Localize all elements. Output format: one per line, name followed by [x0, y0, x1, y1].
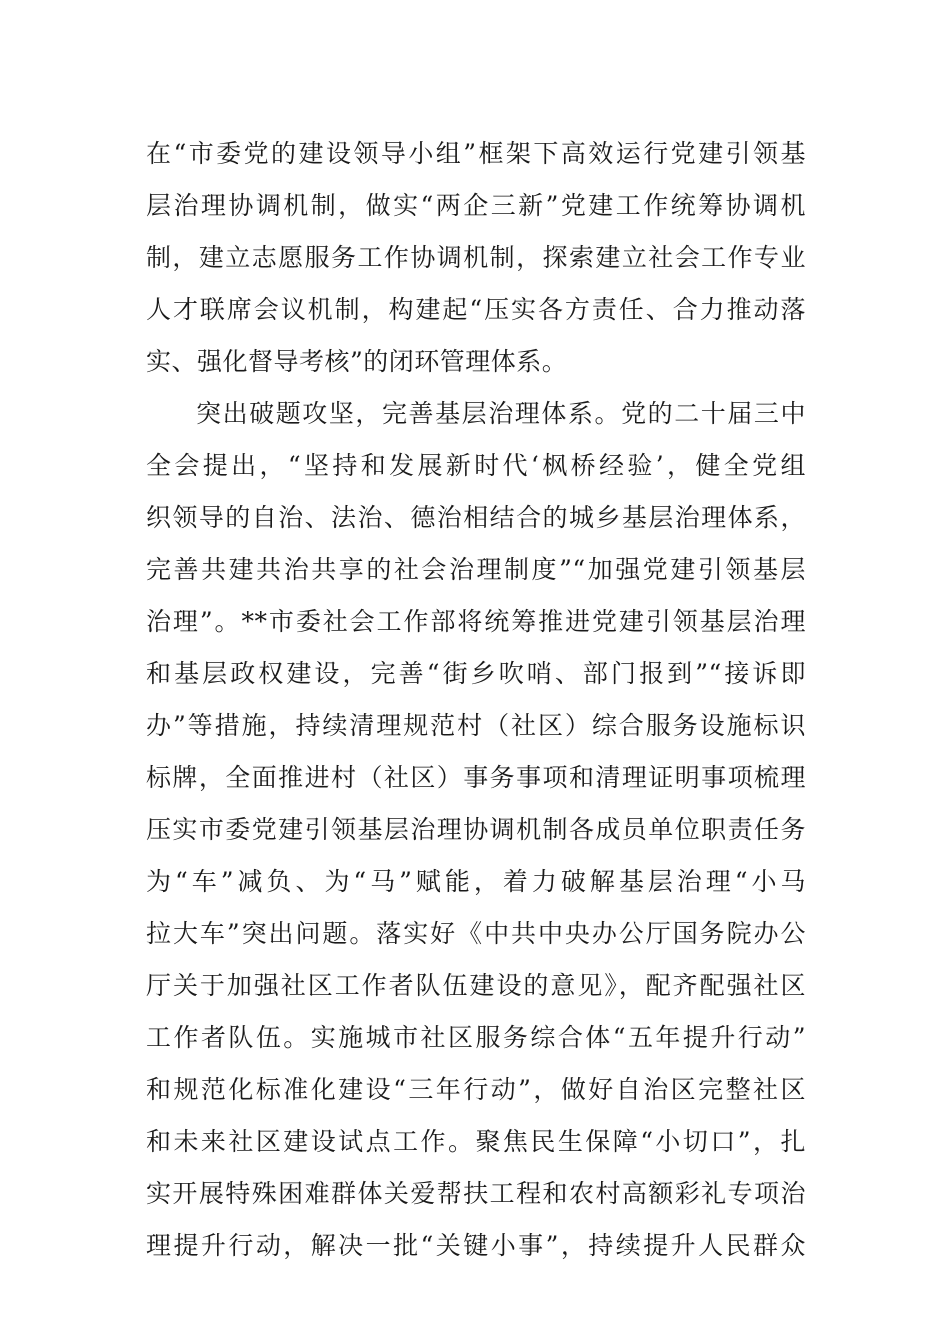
paragraph-2-line-16: 实开展特殊困难群体关爱帮扶工程和农村高额彩礼专项治 — [146, 1179, 806, 1208]
paragraph-2-line-17: 理提升行动，解决一批“关键小事”，持续提升人民群众 — [146, 1231, 806, 1260]
paragraph-2-line-14: 和规范化标准化建设“三年行动”，做好自治区完整社区 — [146, 1075, 806, 1104]
paragraph-2-line-1: 突出破题攻坚，完善基层治理体系。党的二十届三中 — [196, 399, 806, 428]
paragraph-2-line-11: 拉大车”突出问题。落实好《中共中央办公厅国务院办公 — [146, 919, 806, 948]
paragraph-2-line-10: 为“车”减负、为“马”赋能，着力破解基层治理“小马 — [146, 867, 806, 896]
document-body — [146, 128, 806, 1272]
paragraph-2-line-15: 和未来社区建设试点工作。聚焦民生保障“小切口”，扎 — [146, 1127, 806, 1156]
paragraph-2-line-12: 厅关于加强社区工作者队伍建设的意见》，配齐配强社区 — [146, 971, 806, 1000]
paragraph-1-line-1: 在“市委党的建设领导小组”框架下高效运行党建引领基 — [146, 139, 806, 168]
paragraph-2-line-3: 织领导的自治、法治、德治相结合的城乡基层治理体系， — [146, 503, 806, 532]
paragraph-1-line-3: 制，建立志愿服务工作协调机制，探索建立社会工作专业 — [146, 243, 806, 272]
paragraph-2-line-5: 治理”。**市委社会工作部将统筹推进党建引领基层治理 — [146, 607, 806, 636]
paragraph-2-line-6: 和基层政权建设，完善“街乡吹哨、部门报到”“接诉即 — [146, 659, 806, 688]
paragraph-2-line-9: 压实市委党建引领基层治理协调机制各成员单位职责任务 — [146, 815, 806, 844]
paragraph-1-line-5: 实、强化督导考核”的闭环管理体系。 — [146, 347, 568, 376]
paragraph-2-line-2: 全会提出，“坚持和发展新时代‘枫桥经验’，健全党组 — [146, 451, 806, 480]
paragraph-2-line-13: 工作者队伍。实施城市社区服务综合体“五年提升行动” — [146, 1023, 806, 1052]
paragraph-1-line-4: 人才联席会议机制，构建起“压实各方责任、合力推动落 — [146, 295, 806, 324]
paragraph-2-line-4: 完善共建共治共享的社会治理制度”“加强党建引领基层 — [146, 555, 806, 584]
paragraph-1-line-2: 层治理协调机制，做实“两企三新”党建工作统筹协调机 — [146, 191, 806, 220]
paragraph-2-line-7: 办”等措施，持续清理规范村（社区）综合服务设施标识 — [146, 711, 806, 740]
paragraph-2-line-8: 标牌，全面推进村（社区）事务事项和清理证明事项梳理 — [146, 763, 806, 792]
